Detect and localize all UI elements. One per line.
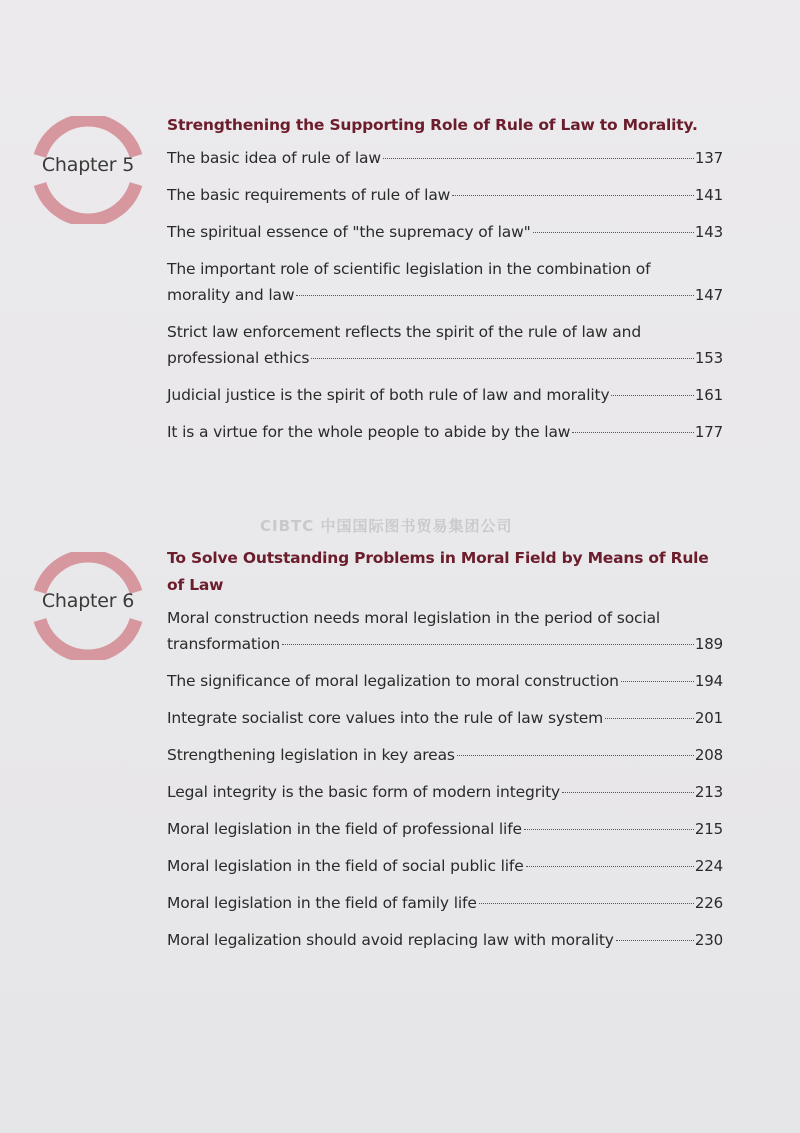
entry-title-line-1: Strict law enforcement reflects the spirit of the rule of law and bbox=[167, 323, 642, 341]
entry-title: The basic requirements of rule of law bbox=[167, 186, 451, 204]
page-number: 208 bbox=[694, 746, 723, 764]
dot-leader bbox=[452, 195, 694, 196]
entry-title-line-2: morality and law bbox=[167, 286, 295, 304]
dot-leader bbox=[533, 232, 694, 233]
entry-title: Strengthening legislation in key areas bbox=[167, 746, 455, 764]
toc-entry[interactable] bbox=[167, 742, 723, 768]
page-number: 224 bbox=[694, 857, 723, 875]
entry-title: It is a virtue for the whole people to abide by the law bbox=[167, 423, 571, 441]
dot-leader bbox=[621, 681, 694, 682]
toc-entry[interactable] bbox=[167, 668, 723, 694]
entry-title-line-2: professional ethics bbox=[167, 349, 310, 367]
toc-entry[interactable] bbox=[167, 256, 723, 308]
page-number: 226 bbox=[694, 894, 723, 912]
entry-title: The basic idea of rule of law bbox=[167, 149, 381, 167]
page-number: 189 bbox=[694, 635, 723, 653]
chapter-title: Strengthening the Supporting Role of Rule of Law to Morality. bbox=[167, 116, 698, 134]
dot-leader bbox=[572, 432, 693, 433]
toc-entry[interactable] bbox=[167, 382, 723, 408]
watermark: CIBTC 中国国际图书贸易集团公司 bbox=[260, 517, 513, 535]
dot-leader bbox=[479, 903, 694, 904]
page-number: 153 bbox=[694, 349, 723, 367]
page-number: 213 bbox=[694, 783, 723, 801]
toc-entry[interactable] bbox=[167, 319, 723, 371]
dot-leader bbox=[282, 644, 694, 645]
page-number: 177 bbox=[694, 423, 723, 441]
page-number: 201 bbox=[694, 709, 723, 727]
entry-title: Moral legislation in the field of family life bbox=[167, 894, 477, 912]
page-number: 141 bbox=[694, 186, 723, 204]
page-number: 194 bbox=[694, 672, 723, 690]
toc-entry[interactable] bbox=[167, 890, 723, 916]
page-number: 137 bbox=[694, 149, 723, 167]
chapter-title: To Solve Outstanding Problems in Moral Field by Means of Rule of Law bbox=[167, 549, 709, 594]
chapter-label: Chapter 5 bbox=[41, 154, 135, 176]
dot-leader bbox=[562, 792, 694, 793]
toc-entry[interactable] bbox=[167, 779, 723, 805]
entry-title: Legal integrity is the basic form of modern integrity bbox=[167, 783, 561, 801]
chapter-badge bbox=[30, 116, 146, 224]
dot-leader bbox=[311, 358, 693, 359]
dot-leader bbox=[383, 158, 694, 159]
entry-title-line-2: transformation bbox=[167, 635, 281, 653]
entry-title: Moral legislation in the field of professional life bbox=[167, 820, 522, 838]
entry-title: The significance of moral legalization to moral construction bbox=[167, 672, 619, 690]
entry-title-line-1: The important role of scientific legislation in the combination of bbox=[167, 260, 651, 278]
entry-title: Integrate socialist core values into the rule of law system bbox=[167, 709, 604, 727]
dot-leader bbox=[616, 940, 694, 941]
entry-title-line-1: Moral construction needs moral legislation in the period of social bbox=[167, 609, 661, 627]
chapter-contents bbox=[167, 545, 723, 964]
toc-entry[interactable] bbox=[167, 419, 723, 445]
page-number: 147 bbox=[694, 286, 723, 304]
toc-entry[interactable] bbox=[167, 219, 723, 245]
page-number: 161 bbox=[694, 386, 723, 404]
entry-title: Moral legalization should avoid replacing law with morality bbox=[167, 931, 614, 949]
page-number: 215 bbox=[694, 820, 723, 838]
dot-leader bbox=[457, 755, 694, 756]
chapter-label: Chapter 6 bbox=[41, 590, 135, 612]
dot-leader bbox=[611, 395, 693, 396]
dot-leader bbox=[605, 718, 694, 719]
toc-entry[interactable] bbox=[167, 182, 723, 208]
dot-leader bbox=[524, 829, 694, 830]
chapter-contents bbox=[167, 112, 723, 456]
entry-title: The spiritual essence of "the supremacy of law" bbox=[167, 223, 531, 241]
toc-entry[interactable] bbox=[167, 927, 723, 953]
entry-title: Judicial justice is the spirit of both rule of law and morality bbox=[167, 386, 610, 404]
toc-entry[interactable] bbox=[167, 605, 723, 657]
toc-entry[interactable] bbox=[167, 705, 723, 731]
page-number: 230 bbox=[694, 931, 723, 949]
toc-entry[interactable] bbox=[167, 145, 723, 171]
page-number: 143 bbox=[694, 223, 723, 241]
entry-title: Moral legislation in the field of social public life bbox=[167, 857, 524, 875]
dot-leader bbox=[526, 866, 694, 867]
dot-leader bbox=[296, 295, 693, 296]
chapter-badge bbox=[30, 552, 146, 660]
toc-entry[interactable] bbox=[167, 816, 723, 842]
toc-entry[interactable] bbox=[167, 853, 723, 879]
